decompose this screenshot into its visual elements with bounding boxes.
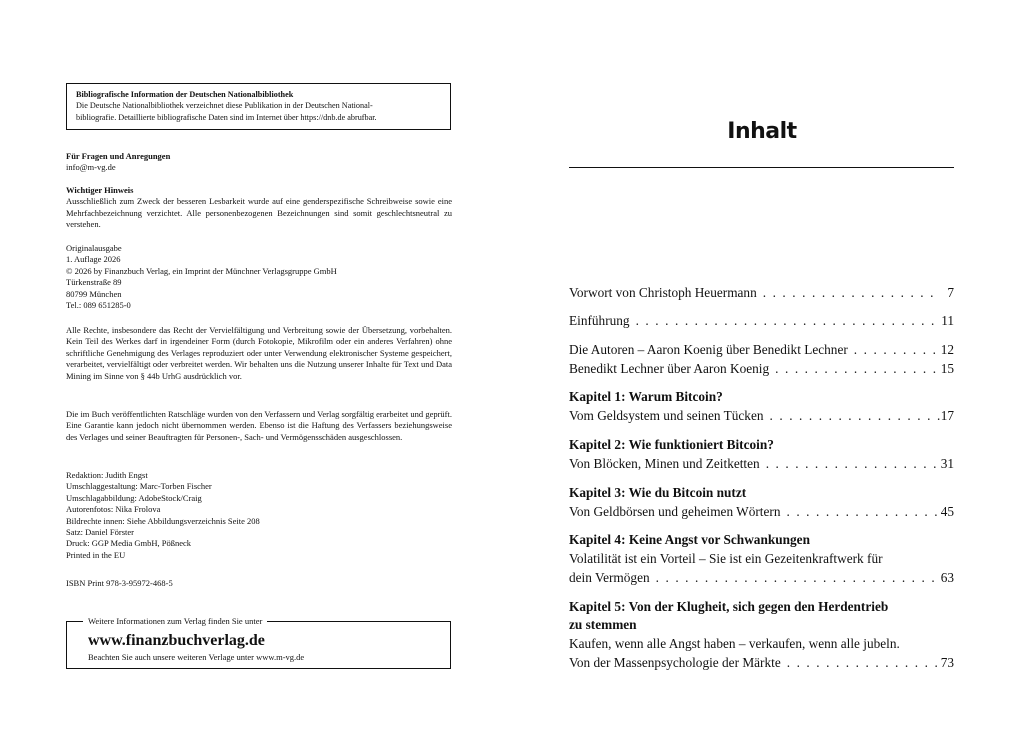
dot-leader: [781, 653, 940, 672]
contents-title: Inhalt: [727, 119, 797, 144]
toc-page-number: 15: [940, 361, 954, 376]
toc-entry[interactable]: [569, 311, 954, 330]
dot-leader: [630, 311, 940, 330]
toc-entry-title: Die Autoren – Aaron Koenig über Benedikt Lechner: [569, 342, 848, 357]
contact-heading: Für Fragen und Anregungen: [66, 151, 171, 161]
edition-block: [66, 243, 452, 311]
toc-entry[interactable]: [569, 359, 954, 378]
toc-entry-title: Vom Geldsystem und seinen Tücken: [569, 408, 764, 423]
toc-page-number: 11: [941, 313, 954, 328]
dot-leader: [848, 340, 940, 359]
toc-entry-title: Von der Massenpsychologie der Märkte: [569, 655, 781, 670]
chapter-heading[interactable]: Kapitel 5: Von der Klugheit, sich gegen den Herdentrieb: [569, 599, 889, 614]
credit-line: Printed in the EU: [66, 549, 126, 560]
toc-page-number: 12: [940, 342, 954, 357]
toc-entry-title: Benedikt Lechner über Aaron Koenig: [569, 361, 770, 376]
toc-entry[interactable]: [569, 454, 954, 473]
edition-line: Originalausgabe: [66, 243, 122, 253]
chapter-heading[interactable]: Kapitel 2: Wie funktioniert Bitcoin?: [569, 437, 774, 452]
publisher-more-info: Beachten Sie auch unsere weiteren Verlage unter www.m-vg.de: [88, 652, 305, 662]
edition-line: 80799 München: [66, 288, 122, 299]
contact-email: info@m-vg.de: [66, 162, 116, 173]
edition-line: © 2026 by Finanzbuch Verlag, ein Imprint der Münchner Verlagsgruppe GmbH: [66, 265, 337, 276]
publisher-website-link[interactable]: www.finanzbuchverlag.de: [88, 632, 265, 649]
edition-line: 1. Auflage 2026: [66, 254, 121, 265]
title-divider: [569, 167, 954, 168]
toc-entry-title: Vorwort von Christoph Heuermann: [569, 285, 757, 300]
contact-block: [66, 151, 452, 174]
toc-entry[interactable]: [569, 653, 954, 672]
toc-entry[interactable]: [569, 568, 954, 587]
dot-leader: [760, 454, 940, 473]
credit-line: Umschlagabbildung: AdobeStock/Craig: [66, 492, 202, 503]
toc-page-number: 17: [940, 408, 954, 423]
credit-line: Bildrechte innen: Siehe Abbildungsverzeichnis Seite 208: [66, 515, 260, 526]
toc-entry[interactable]: [569, 340, 954, 359]
publisher-info-caption: Weitere Informationen zum Verlag finden Sie unter: [83, 615, 267, 627]
credit-line: Redaktion: Judith Engst: [66, 470, 148, 480]
isbn: ISBN Print 978-3-95972-468-5: [66, 578, 173, 588]
chapter-heading-continued: zu stemmen: [569, 617, 637, 632]
bibliographic-info-line: Die Deutsche Nationalbibliothek verzeichnet diese Publikation in der Deutschen National-: [76, 101, 373, 111]
dot-leader: [764, 406, 940, 425]
toc-page-number: 45: [940, 504, 954, 519]
bibliographic-info-heading: Bibliografische Information der Deutschen Nationalbibliothek: [76, 90, 294, 99]
toc-entry-title: Einführung: [569, 313, 630, 328]
credits-block: [66, 470, 452, 561]
edition-line: Tel.: 089 651285-0: [66, 300, 131, 311]
credit-line: Druck: GGP Media GmbH, Pößneck: [66, 538, 192, 549]
bibliographic-info-line: bibliografie. Detaillierte bibliografische Daten sind im Internet über https://dnb.de abrufbar.: [76, 112, 377, 122]
credit-line: Umschlaggestaltung: Marc-Torben Fischer: [66, 481, 212, 492]
toc-entry[interactable]: [569, 283, 954, 302]
toc-entry-subtitle: Volatilität ist ein Vorteil – Sie ist ein Gezeitenkraftwerk für: [569, 551, 883, 566]
chapter-heading[interactable]: Kapitel 4: Keine Angst vor Schwankungen: [569, 532, 810, 547]
toc-entry-subtitle: Kaufen, wenn alle Angst haben – verkaufen, wenn alle jubeln.: [569, 636, 900, 651]
rights-text: Alle Rechte, insbesondere das Recht der Vervielfältigung und Verbreitung sowie der Übersetzung, vorbehalten. Kein Teil des Werkes darf in irgendeiner Form (durch Fotokopie, Mikrofilm oder ein anderes Verfahren) ohne schriftliche Genehmigung des Verlages reproduziert oder unter Verwendung elektronischer Systeme gespeichert, verarbeitet, vervielfältigt oder verbreitet werden. Wir behalten uns die Nutzung unserer Inhalte für Text und Data Mining im Sinne von § 44b UrhG ausdrücklich vor.: [66, 325, 452, 381]
notice-block: [66, 185, 452, 231]
credit-line: Satz: Daniel Förster: [66, 527, 134, 538]
toc-page-number: 73: [940, 655, 954, 670]
disclaimer-text: Die im Buch veröffentlichten Ratschläge wurden von den Verfassern und Verlag sorgfältig erarbeitet und geprüft. Eine Garantie kann jedoch nicht übernommen werden. Ebenso ist die Haftung des Verfassers beziehungsweise des Verlages und seiner Beauftragten für Personen-, Sach- und Vermögensschäden ausgeschlossen.: [66, 409, 452, 442]
dot-leader: [650, 568, 940, 587]
toc-entry[interactable]: [569, 406, 954, 425]
bibliographic-info-box: [66, 83, 451, 130]
edition-line: Türkenstraße 89: [66, 277, 122, 288]
notice-text: Ausschließlich zum Zweck der besseren Lesbarkeit wurde auf eine genderspezifische Schreibweise sowie eine Mehrfachbezeichnung verzichtet. Alle personenbezogenen Bezeichnungen sind somit geschlechtsneutral zu verstehen.: [66, 196, 452, 230]
toc-entry-title: Von Blöcken, Minen und Zeitketten: [569, 456, 760, 471]
toc-entry[interactable]: [569, 502, 954, 521]
toc-page-number: 7: [947, 285, 954, 300]
notice-heading: Wichtiger Hinweis: [66, 185, 134, 195]
credit-line: Autorenfotos: Nika Frolova: [66, 504, 161, 515]
chapter-heading[interactable]: Kapitel 3: Wie du Bitcoin nutzt: [569, 485, 747, 500]
toc-page-number: 31: [940, 456, 954, 471]
toc-entry-title: dein Vermögen: [569, 570, 650, 585]
chapter-heading[interactable]: Kapitel 1: Warum Bitcoin?: [569, 389, 723, 404]
dot-leader: [757, 283, 940, 302]
toc-page-number: 63: [940, 570, 954, 585]
dot-leader: [780, 502, 940, 521]
toc-entry-title: Von Geldbörsen und geheimen Wörtern: [569, 504, 781, 519]
dot-leader: [769, 359, 940, 378]
publisher-info-box: [66, 616, 451, 669]
